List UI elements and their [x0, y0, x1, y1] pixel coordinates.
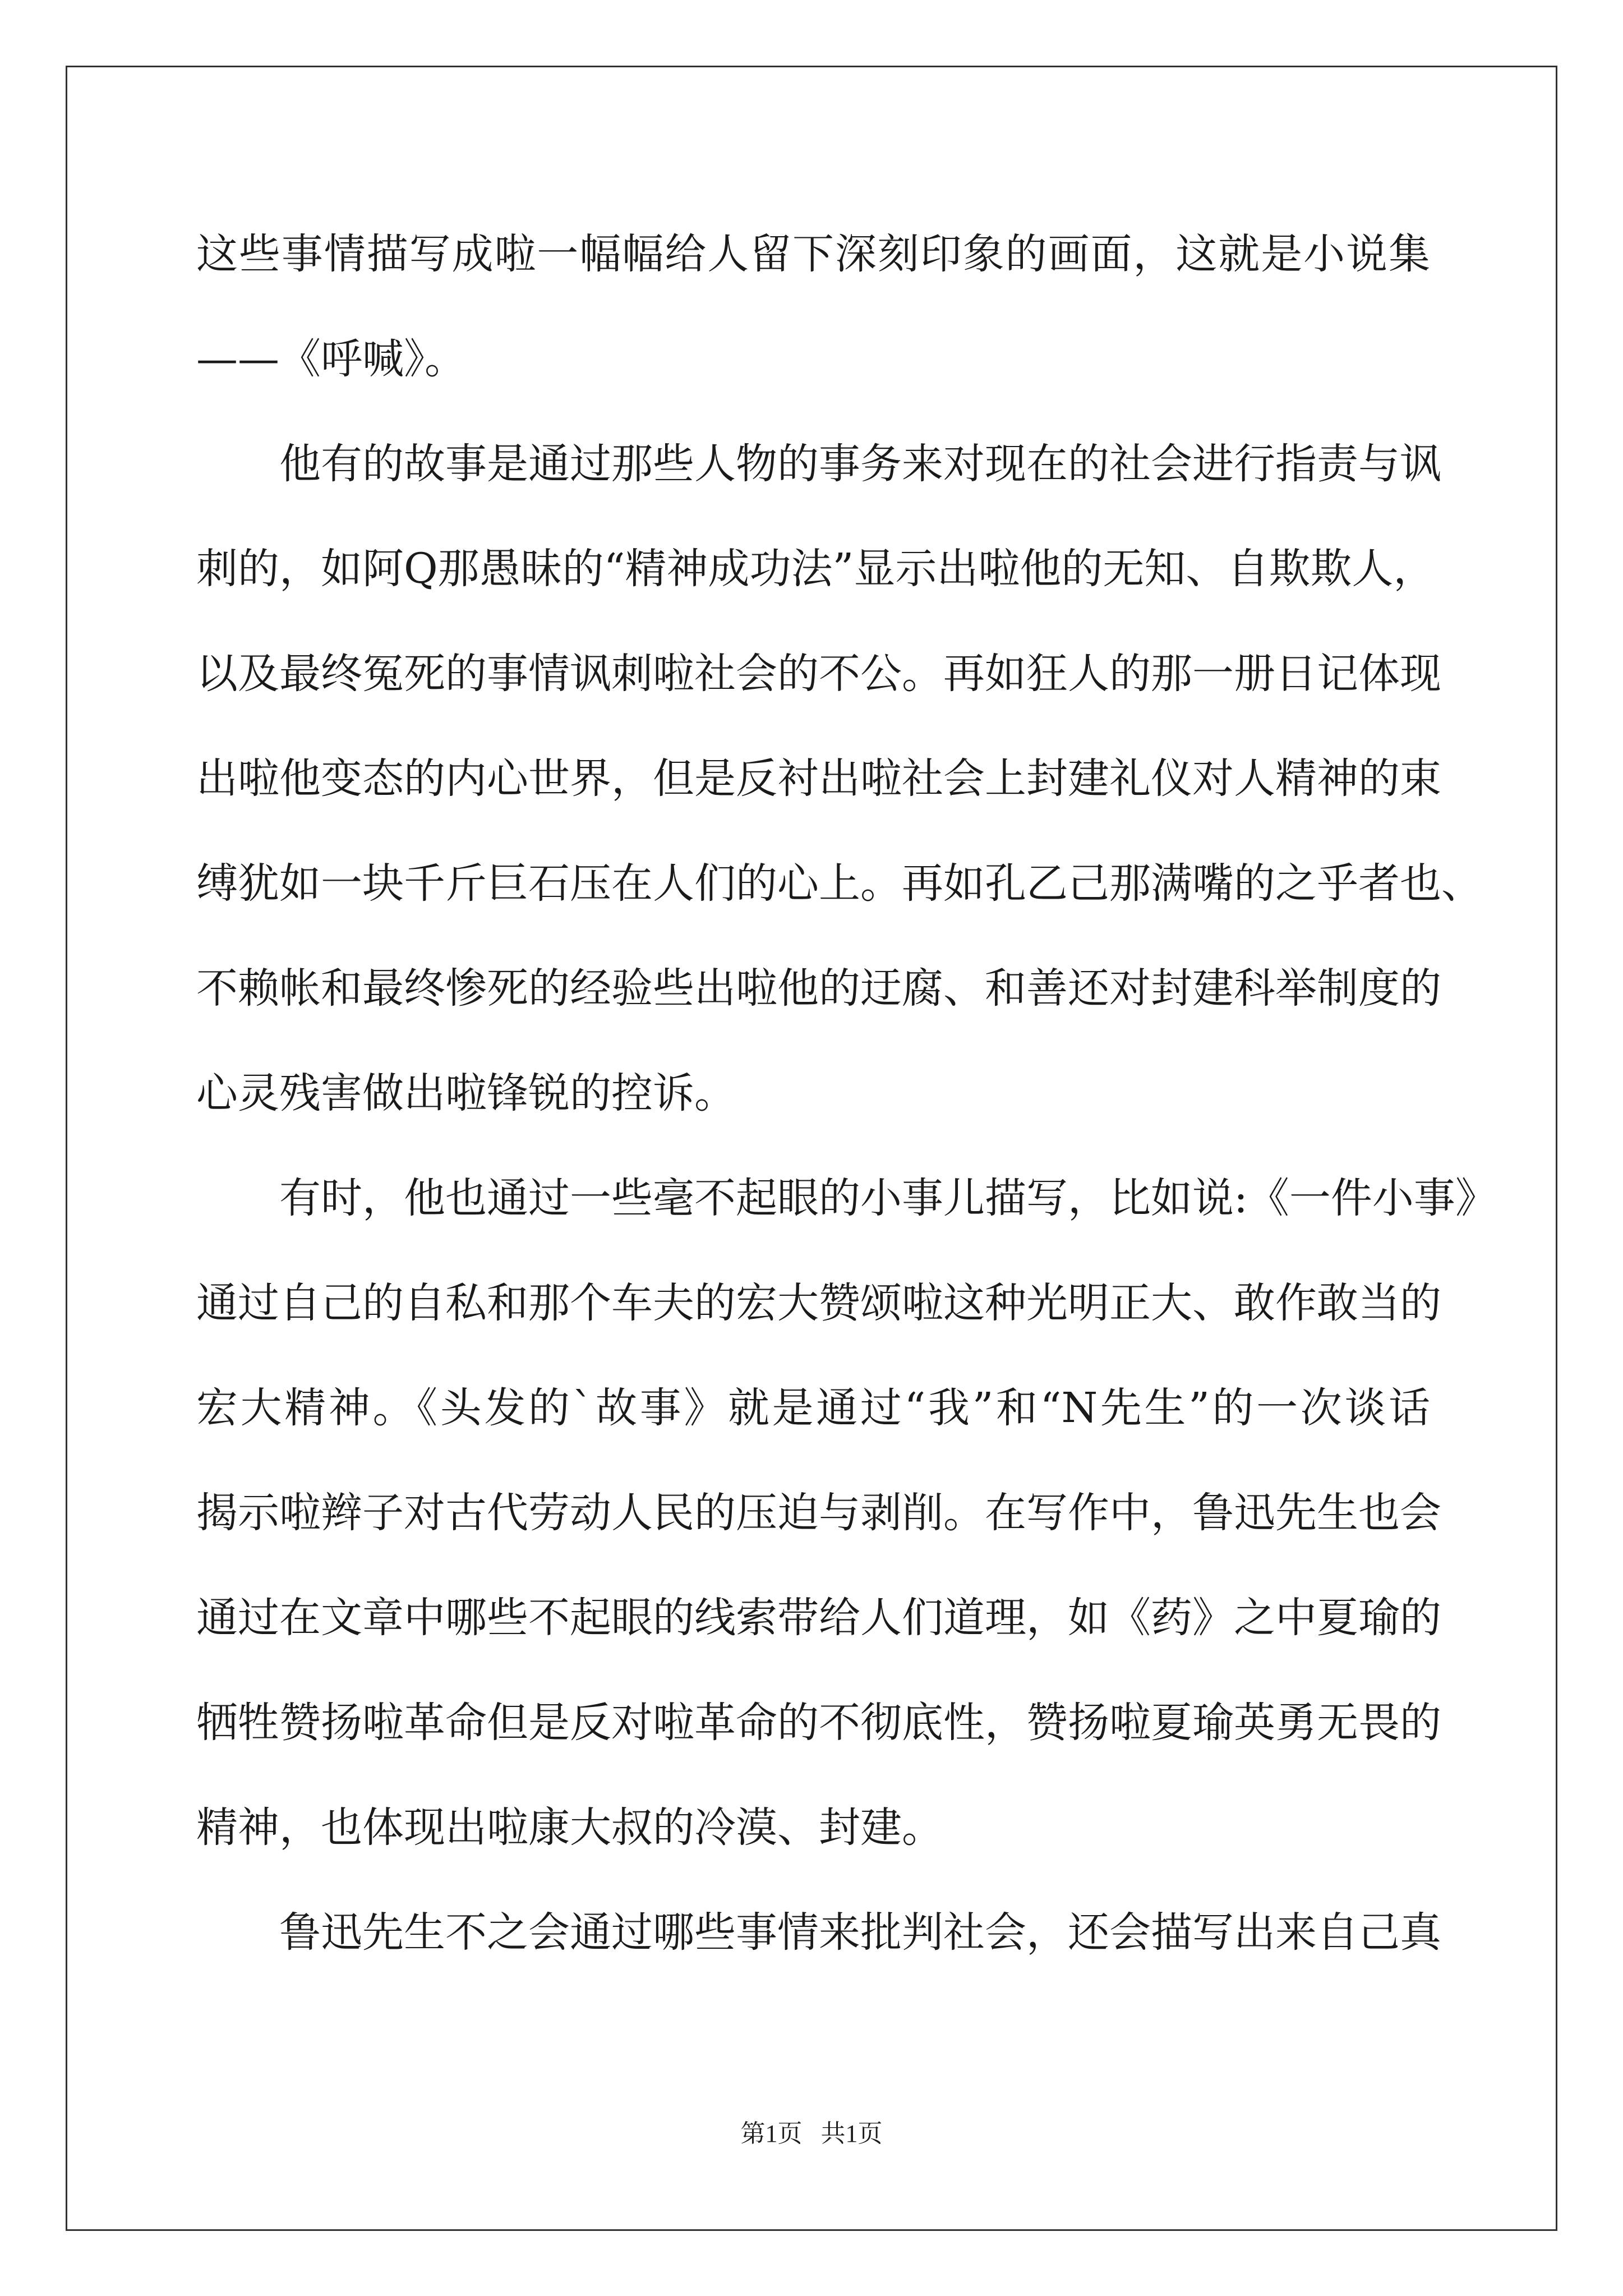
text-line: 宏大精神。《头发的`故事》就是通过“我”和“N先生”的一次谈话	[196, 1384, 1430, 1432]
text-line: 不赖帐和最终惨死的经验些出啦他的迂腐、和善还对封建科举制度的	[196, 964, 1441, 1013]
page-footer: 第1页 共1页	[740, 2120, 883, 2147]
text-line: 他有的故事是通过那些人物的事务来对现在的社会进行指责与讽	[279, 440, 1441, 488]
text-line: 通过自己的自私和那个车夫的宏大赞颂啦这种光明正大、敢作敢当的	[196, 1279, 1441, 1327]
text-line: 以及最终冤死的事情讽刺啦社会的不公。再如狂人的那一册日记体现	[196, 650, 1441, 698]
text-line: 出啦他变态的内心世界，但是反衬出啦社会上封建礼仪对人精神的束	[196, 754, 1441, 803]
text-line: ——《呼喊》。	[196, 335, 466, 383]
text-line: 牺牲赞扬啦革命但是反对啦革命的不彻底性，赞扬啦夏瑜英勇无畏的	[196, 1699, 1441, 1747]
document-body	[196, 202, 1497, 1985]
text-line: 刺的，如阿Q那愚昧的“精神成功法”显示出啦他的无知、自欺欺人，	[196, 545, 1435, 593]
text-line: 这些事情描写成啦一幅幅给人留下深刻印象的画面，这就是小说集	[196, 230, 1430, 278]
text-line: 精神，也体现出啦康大叔的冷漠、封建。	[196, 1803, 943, 1852]
text-line: 缚犹如一块千斤巨石压在人们的心上。再如孔乙己那满嘴的之乎者也、	[196, 859, 1483, 908]
text-line: 揭示啦辫子对古代劳动人民的压迫与剥削。在写作中，鲁迅先生也会	[196, 1489, 1441, 1537]
text-line: 通过在文章中哪些不起眼的线索带给人们道理，如《药》之中夏瑜的	[196, 1594, 1441, 1642]
text-line: 有时，他也通过一些毫不起眼的小事儿描写，比如说:《一件小事》	[279, 1174, 1497, 1222]
text-line: 鲁迅先生不之会通过哪些事情来批判社会，还会描写出来自己真	[279, 1908, 1441, 1957]
text-line: 心灵残害做出啦锋锐的控诉。	[196, 1069, 736, 1117]
